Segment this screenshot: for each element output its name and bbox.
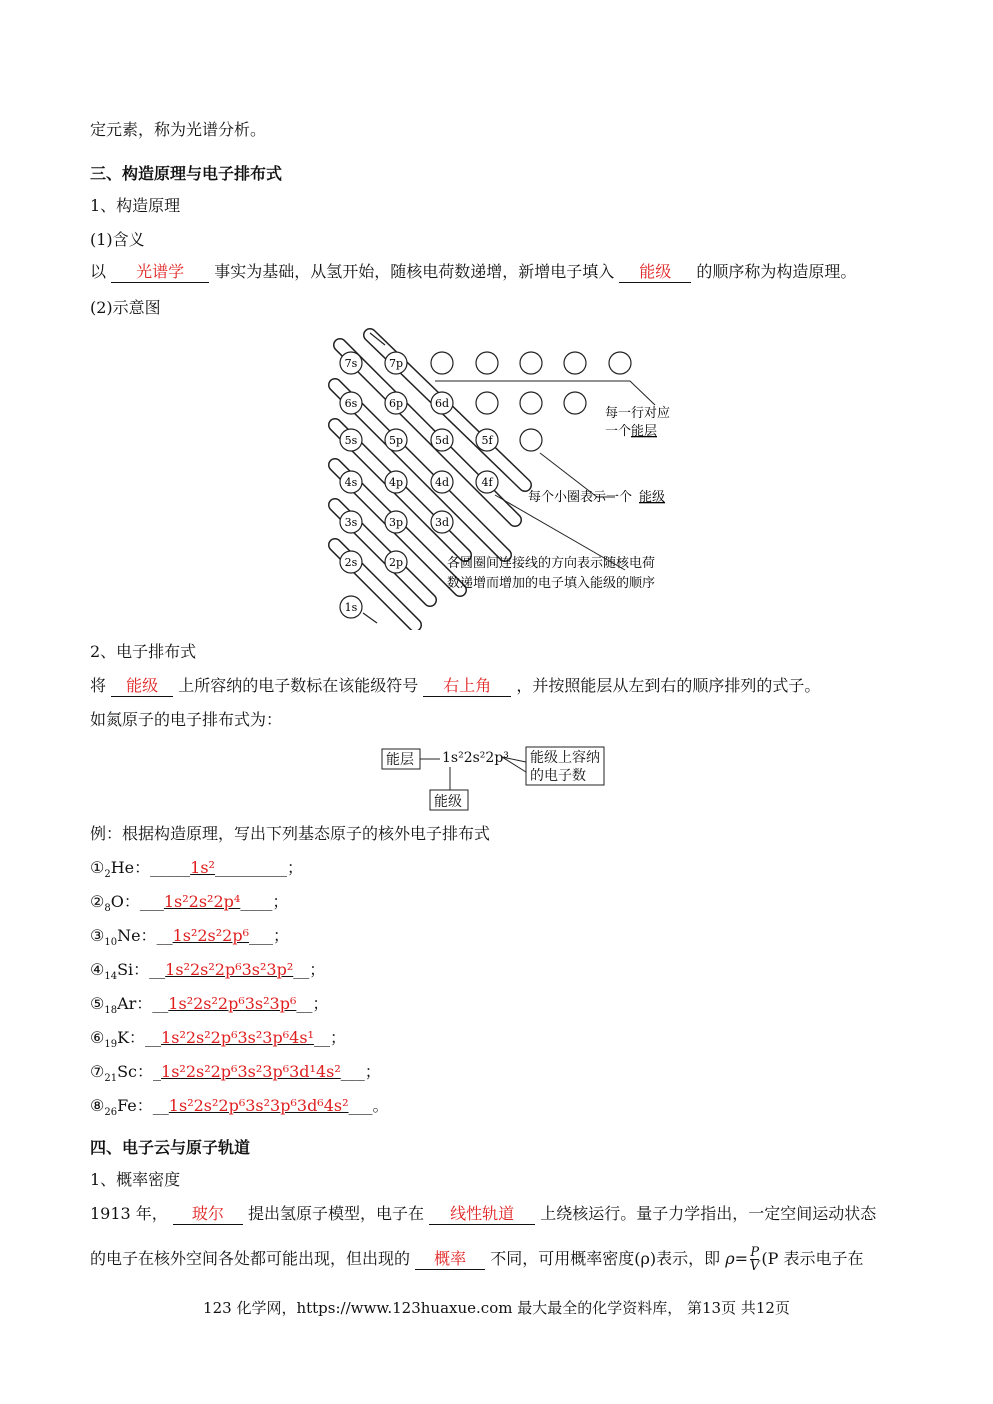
colon: ： bbox=[129, 1028, 146, 1047]
item-number: ⑤ bbox=[90, 994, 105, 1013]
item-number: ⑦ bbox=[90, 1062, 105, 1081]
orbital-label: 4p bbox=[388, 476, 404, 489]
punctuation: ； bbox=[309, 960, 326, 979]
orbital-label: 1s bbox=[344, 601, 358, 614]
paragraph-continuation: 定元素，称为光谱分析。 bbox=[90, 120, 267, 139]
fraction bbox=[750, 1246, 759, 1273]
orbital-label: 6d bbox=[434, 397, 450, 410]
subheading-electron-config: 2、电子排布式 bbox=[90, 642, 197, 661]
answer-blank-orbit: 线性轨道 bbox=[429, 1204, 535, 1225]
paragraph-density bbox=[90, 1246, 864, 1273]
blank-line: ___ bbox=[348, 1096, 373, 1115]
exercise-item bbox=[90, 856, 303, 887]
orbital-label: 4s bbox=[344, 476, 358, 489]
item-number: ⑧ bbox=[90, 1096, 105, 1115]
text: 1913 年， bbox=[90, 1204, 168, 1223]
atomic-number: 26 bbox=[104, 1107, 118, 1119]
answer-blank-superscript: 右上角 bbox=[423, 676, 511, 697]
note-row-level-b: 一个 bbox=[605, 424, 632, 439]
answer-config: 1s²2s²2p⁶3s²3p⁶ bbox=[168, 994, 297, 1013]
blank-line: _ bbox=[153, 1062, 162, 1081]
answer-config: 1s² bbox=[190, 858, 215, 877]
punctuation: ； bbox=[272, 892, 289, 911]
atomic-number: 10 bbox=[104, 937, 118, 949]
atomic-number: 19 bbox=[104, 1039, 118, 1051]
item-number: ⑥ bbox=[90, 1028, 105, 1047]
orbital-label: 7p bbox=[388, 357, 404, 370]
text: 上所容纳的电子数标在该能级符号 bbox=[178, 676, 419, 695]
atomic-number: 2 bbox=[104, 869, 111, 881]
exercise-item bbox=[90, 1026, 346, 1057]
blank-line: __ bbox=[152, 1096, 169, 1115]
blank-line: __ bbox=[149, 960, 166, 979]
punctuation: ； bbox=[273, 926, 290, 945]
numerator: P bbox=[750, 1245, 760, 1260]
atomic-number: 18 bbox=[104, 1005, 118, 1017]
exercise-item bbox=[90, 924, 289, 955]
orbital-label: 4d bbox=[434, 476, 450, 489]
text: 的电子在核外空间各处都可能出现，但出现的 bbox=[90, 1249, 411, 1268]
note-row-level: 每一行对应 bbox=[605, 406, 671, 421]
atomic-number: 21 bbox=[104, 1073, 118, 1085]
element-symbol: O bbox=[110, 892, 124, 911]
section-heading-4: 四、电子云与原子轨道 bbox=[90, 1138, 251, 1157]
blank-line: ___ bbox=[340, 1062, 365, 1081]
item-number: ④ bbox=[90, 960, 105, 979]
blank-line: ___ bbox=[139, 892, 164, 911]
item-number: ③ bbox=[90, 926, 105, 945]
text: 以 bbox=[90, 262, 107, 281]
answer-config: 1s²2s²2p⁶3s²3p⁶3d⁶4s² bbox=[168, 1096, 349, 1115]
orbital-label: 3s bbox=[344, 516, 358, 529]
paragraph-config bbox=[90, 674, 820, 698]
label-count-2: 的电子数 bbox=[530, 768, 586, 784]
answer-config: 1s²2s²2p⁶ bbox=[172, 926, 250, 945]
label-formula: 1s²2s²2p³ bbox=[442, 750, 509, 766]
empty-orbital-circle bbox=[564, 392, 586, 414]
text: ，并按照能层从左到右的顺序排列的式子。 bbox=[516, 676, 821, 695]
element-symbol: K bbox=[117, 1028, 130, 1047]
subheading-diagram: (2)示意图 bbox=[90, 298, 161, 317]
answer-config: 1s²2s²2p⁴ bbox=[163, 892, 241, 911]
note-circle-level: 每个小圈表示一个 bbox=[528, 490, 633, 505]
orbital-label: 2s bbox=[344, 556, 358, 569]
orbital-label: 2p bbox=[388, 556, 404, 569]
rho-symbol: ρ bbox=[725, 1249, 735, 1268]
blank-line: _________ bbox=[214, 858, 287, 877]
colon: ： bbox=[133, 960, 150, 979]
nitrogen-notation-diagram bbox=[380, 742, 610, 812]
exercise-item bbox=[90, 992, 328, 1023]
page-footer: 123 化学网，https://www.123huaxue.com 最大最全的化学资料库， 第13页 共12页 bbox=[203, 1299, 790, 1317]
label-layer: 能层 bbox=[386, 752, 414, 768]
subheading-meaning: (1)含义 bbox=[90, 230, 145, 249]
empty-orbital-circle bbox=[520, 392, 542, 414]
subheading-probability: 1、概率密度 bbox=[90, 1170, 181, 1189]
orbital-label: 6s bbox=[344, 397, 358, 410]
punctuation: 。 bbox=[372, 1096, 389, 1115]
denominator: V bbox=[750, 1259, 760, 1274]
blank-line: __ bbox=[152, 994, 169, 1013]
text: 不同，可用概率密度(ρ)表示，即 bbox=[490, 1249, 721, 1268]
blank-line: __ bbox=[156, 926, 173, 945]
colon: ： bbox=[140, 926, 157, 945]
paragraph-bohr bbox=[90, 1202, 876, 1226]
empty-orbital-circle bbox=[564, 352, 586, 374]
atomic-number: 8 bbox=[104, 903, 111, 915]
element-symbol: Si bbox=[117, 960, 134, 979]
atomic-number: 14 bbox=[104, 971, 118, 983]
orbital-label: 5f bbox=[481, 434, 493, 447]
element-symbol: He bbox=[110, 858, 135, 877]
answer-config: 1s²2s²2p⁶3s²3p⁶3d¹4s² bbox=[161, 1062, 341, 1081]
orbital-label: 5s bbox=[344, 434, 358, 447]
label-count-1: 能级上容纳 bbox=[530, 750, 600, 766]
empty-orbital-circle bbox=[476, 352, 498, 374]
answer-config: 1s²2s²2p⁶3s²3p⁶4s¹ bbox=[161, 1028, 314, 1047]
orbital-label: 6p bbox=[388, 397, 404, 410]
exercise-item bbox=[90, 1060, 381, 1091]
paragraph-aufbau bbox=[90, 260, 856, 284]
punctuation: ； bbox=[364, 1062, 381, 1081]
element-symbol: Fe bbox=[117, 1096, 137, 1115]
empty-orbital-circle bbox=[520, 429, 542, 451]
answer-blank-probability: 概率 bbox=[415, 1249, 485, 1270]
text: 上绕核运行。量子力学指出，一定空间运动状态 bbox=[540, 1204, 877, 1223]
text: 的顺序称为构造原理。 bbox=[696, 262, 857, 281]
colon: ： bbox=[136, 1096, 153, 1115]
text: 提出氢原子模型，电子在 bbox=[248, 1204, 425, 1223]
colon: ： bbox=[134, 858, 151, 877]
blank-line: _____ bbox=[150, 858, 191, 877]
paragraph-nitrogen: 如氮原子的电子排布式为： bbox=[90, 710, 283, 729]
empty-orbital-circle bbox=[609, 352, 631, 374]
note-row-level-underlined: 能层 bbox=[631, 424, 658, 439]
punctuation: ； bbox=[286, 858, 303, 877]
orbital-label: 4f bbox=[481, 476, 493, 489]
blank-line: ____ bbox=[240, 892, 273, 911]
label-level: 能级 bbox=[434, 794, 462, 810]
exercise-item bbox=[90, 1094, 389, 1125]
orbital-label: 3p bbox=[388, 516, 404, 529]
orbital-label: 7s bbox=[344, 357, 358, 370]
note-direction-b: 数递增而增加的电子填入能级的顺序 bbox=[447, 576, 656, 591]
exercise-item bbox=[90, 890, 288, 921]
text: 事实为基础，从氢开始，随核电荷数递增，新增电子填入 bbox=[214, 262, 615, 281]
blank-line: __ bbox=[313, 1028, 330, 1047]
answer-blank-level: 能级 bbox=[111, 676, 173, 697]
empty-orbital-circle bbox=[431, 352, 453, 374]
empty-orbital-circle bbox=[520, 352, 542, 374]
answer-blank-spectroscopy: 光谱学 bbox=[111, 262, 209, 283]
aufbau-diagram bbox=[315, 325, 685, 630]
orbital-label: 3d bbox=[434, 516, 450, 529]
subheading-aufbau: 1、构造原理 bbox=[90, 196, 181, 215]
example-prompt: 例：根据构造原理，写出下列基态原子的核外电子排布式 bbox=[90, 824, 491, 843]
blank-line: __ bbox=[145, 1028, 162, 1047]
answer-blank-energy-level: 能级 bbox=[619, 262, 691, 283]
section-heading-3: 三、构造原理与电子排布式 bbox=[90, 164, 283, 183]
text: 将 bbox=[90, 676, 107, 695]
element-symbol: Ne bbox=[117, 926, 141, 945]
blank-line: __ bbox=[296, 994, 313, 1013]
answer-config: 1s²2s²2p⁶3s²3p² bbox=[165, 960, 294, 979]
blank-line: ___ bbox=[249, 926, 274, 945]
punctuation: ； bbox=[329, 1028, 346, 1047]
item-number: ① bbox=[90, 858, 105, 877]
empty-orbital-circle bbox=[476, 392, 498, 414]
element-symbol: Sc bbox=[117, 1062, 137, 1081]
colon: ： bbox=[136, 994, 153, 1013]
note-circle-level-underlined: 能级 bbox=[639, 490, 666, 505]
equals: = bbox=[734, 1249, 749, 1268]
blank-line: __ bbox=[293, 960, 310, 979]
note-direction-a: 各圆圈间连接线的方向表示随核电荷 bbox=[447, 556, 656, 571]
element-symbol: Ar bbox=[117, 994, 137, 1013]
colon: ： bbox=[123, 892, 140, 911]
exercise-item bbox=[90, 958, 325, 989]
text: (P 表示电子在 bbox=[761, 1249, 864, 1268]
answer-blank-bohr: 玻尔 bbox=[173, 1204, 243, 1225]
orbital-label: 5d bbox=[434, 434, 450, 447]
punctuation: ； bbox=[312, 994, 329, 1013]
orbital-label: 5p bbox=[388, 434, 404, 447]
item-number: ② bbox=[90, 892, 105, 911]
colon: ： bbox=[137, 1062, 154, 1081]
